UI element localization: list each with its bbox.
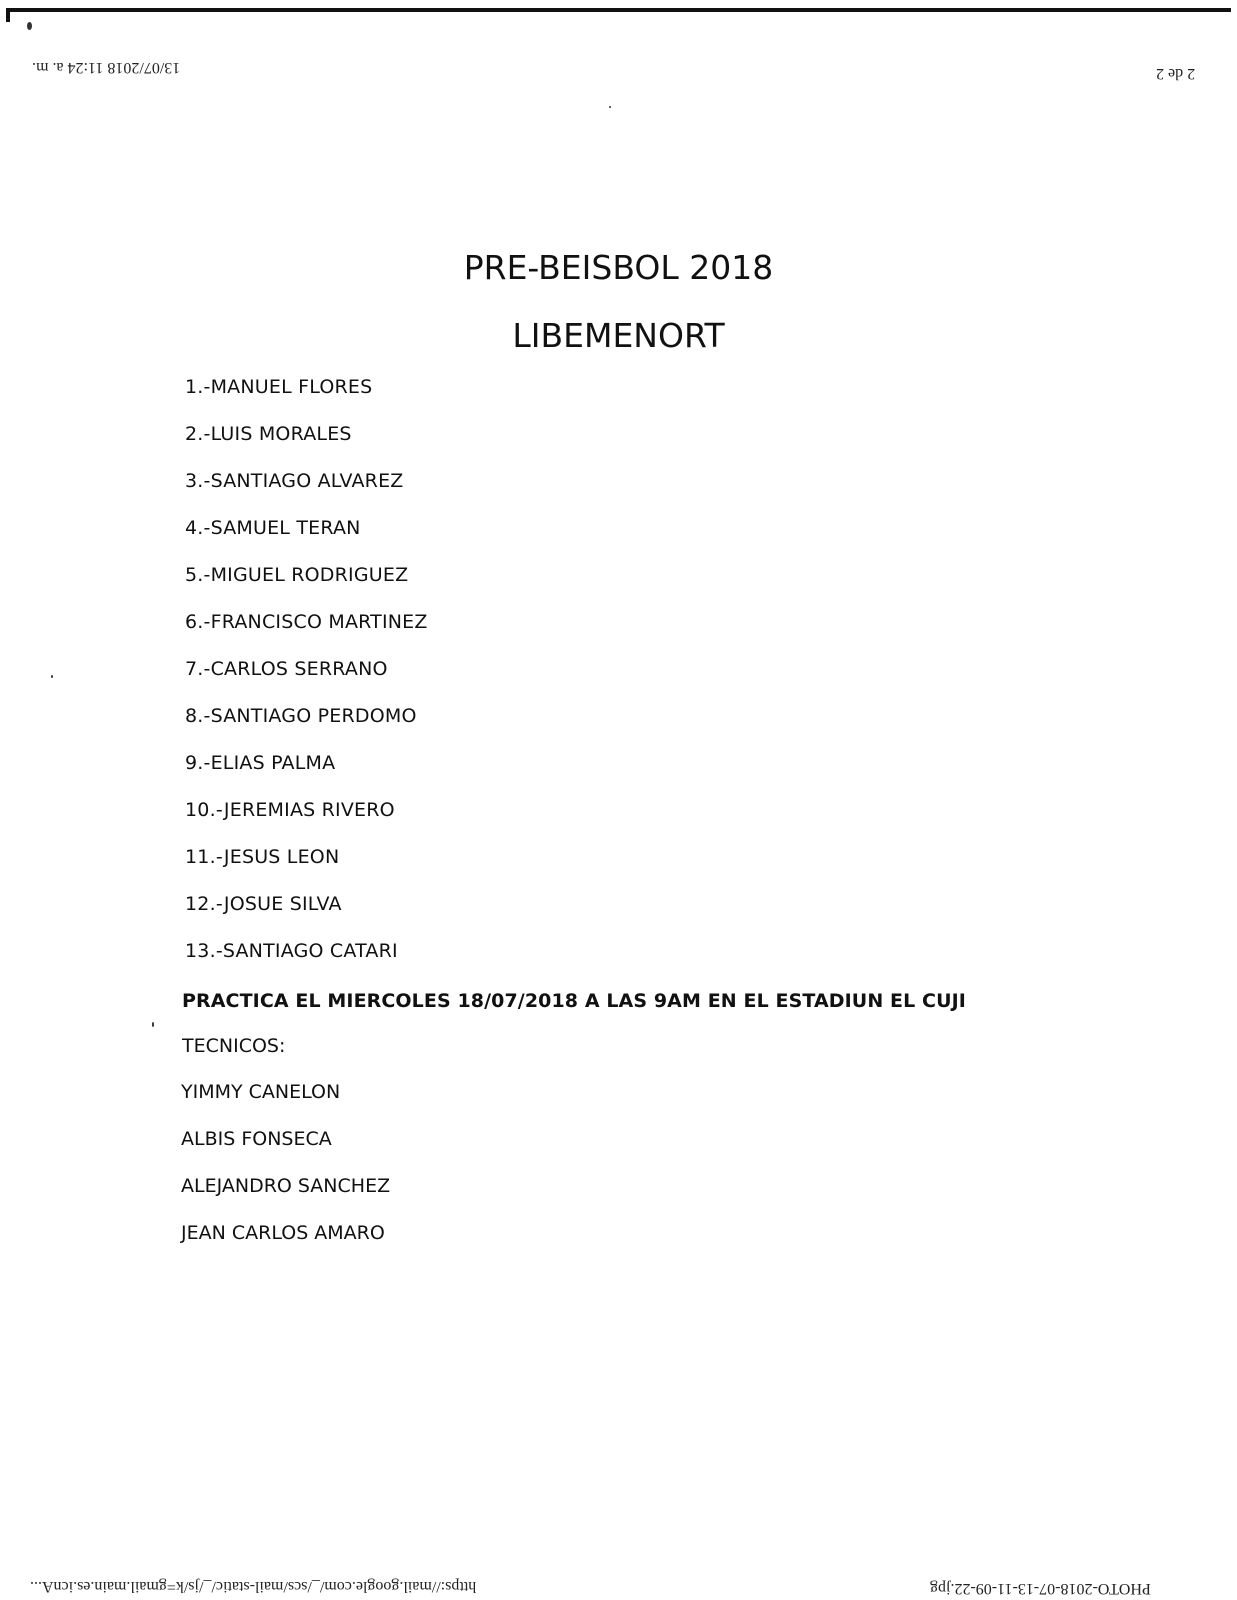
coach-entry: ALEJANDRO SANCHEZ xyxy=(181,1175,391,1197)
player-entry: 7.-CARLOS SERRANO xyxy=(185,658,388,680)
practice-notice: PRACTICA EL MIERCOLES 18/07/2018 A LAS 9AM EN EL ESTADIUN EL CUJI xyxy=(182,990,966,1012)
player-entry: 13.-SANTIAGO CATARI xyxy=(185,940,398,962)
player-entry: 3.-SANTIAGO ALVAREZ xyxy=(185,470,404,492)
scan-speck xyxy=(152,1022,154,1027)
player-entry: 6.-FRANCISCO MARTINEZ xyxy=(185,611,428,633)
coach-entry: YIMMY CANELON xyxy=(181,1081,341,1103)
scan-speck xyxy=(27,22,32,30)
print-footer-filename: PHOTO-2018-07-13-11-09-22.jpg xyxy=(930,1580,1151,1597)
player-entry: 2.-LUIS MORALES xyxy=(185,423,352,445)
player-entry: 1.-MANUEL FLORES xyxy=(185,376,373,398)
player-entry: 4.-SAMUEL TERAN xyxy=(185,517,361,539)
coach-entry: JEAN CARLOS AMARO xyxy=(181,1222,385,1244)
scan-top-border xyxy=(8,8,1231,12)
print-page-indicator: 2 de 2 xyxy=(1156,65,1196,82)
player-entry: 9.-ELIAS PALMA xyxy=(185,752,336,774)
coaches-heading: TECNICOS: xyxy=(182,1035,286,1057)
coach-list xyxy=(181,1081,390,1269)
scan-speck xyxy=(51,675,53,678)
player-entry: 8.-SANTIAGO PERDOMO xyxy=(185,705,417,727)
player-entry: 5.-MIGUEL RODRIGUEZ xyxy=(185,564,409,586)
player-entry: 11.-JESUS LEON xyxy=(185,846,340,868)
document-title: PRE-BEISBOL 2018 xyxy=(463,248,774,287)
scan-speck xyxy=(609,106,611,108)
print-footer-url: https://mail.google.com/_/scs/mail-static/_/js/k=gmail.main.es.icnA... xyxy=(30,1578,477,1595)
coach-entry: ALBIS FONSECA xyxy=(181,1128,332,1150)
document-subtitle: LIBEMENORT xyxy=(512,316,725,355)
print-timestamp: 13/07/2018 11:24 a. m. xyxy=(32,59,181,76)
scan-corner-mark xyxy=(6,8,10,22)
player-entry: 10.-JEREMIAS RIVERO xyxy=(185,799,395,821)
player-entry: 12.-JOSUE SILVA xyxy=(185,893,342,915)
player-roster xyxy=(185,376,428,987)
